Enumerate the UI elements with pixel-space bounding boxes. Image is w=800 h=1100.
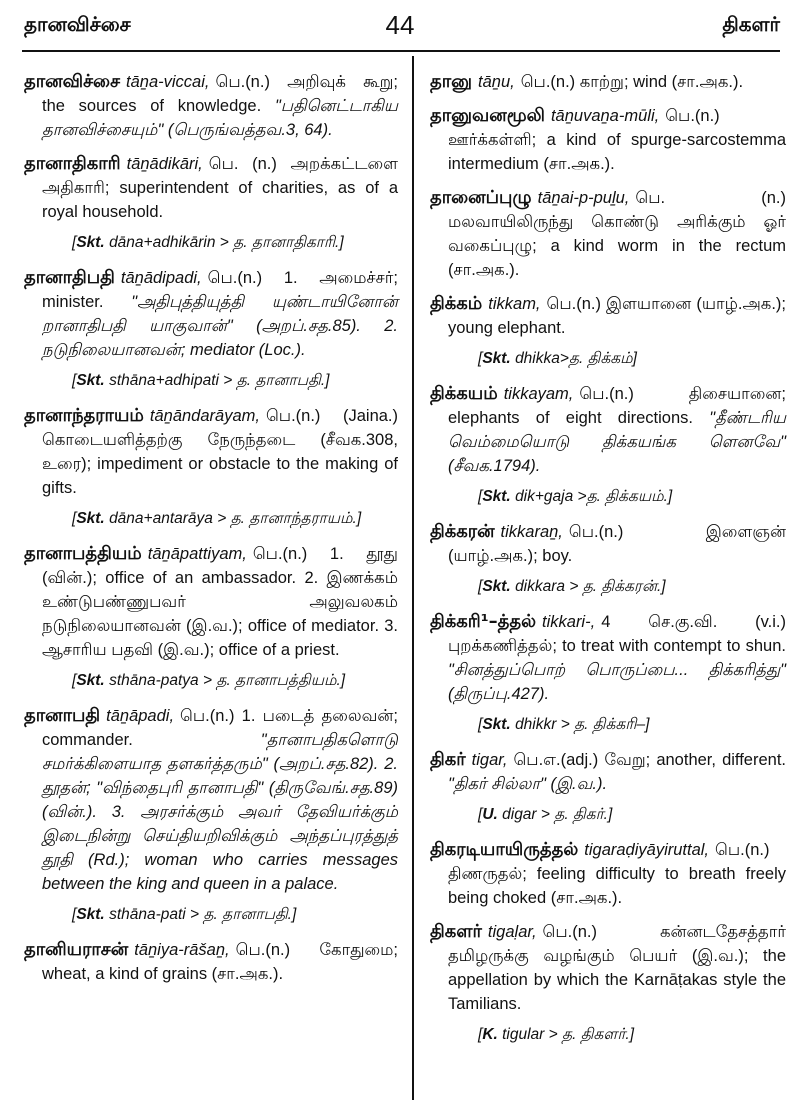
etymology-language: Skt. — [482, 578, 511, 595]
etymology-text: dhikkr > த. திக்கரி–] — [515, 716, 650, 733]
etymology-note: [Skt. dhikkr > த. திக்கரி–] — [478, 716, 650, 733]
dictionary-entry — [24, 938, 398, 986]
dictionary-entry — [430, 610, 786, 706]
etymology-note: [K. tigular > த. திகளர்.] — [478, 1026, 635, 1043]
entry-headword: தானுவனமூலி — [430, 105, 545, 126]
dictionary-entry — [24, 542, 398, 662]
header-right-word: திகளர் — [722, 12, 780, 36]
left-column — [24, 70, 398, 996]
dictionary-entry — [430, 838, 786, 910]
entry-transliteration: tāṉāndarāyam, — [149, 407, 260, 425]
entry-headword: தானாந்தராயம் — [24, 405, 144, 426]
etymology-language: U. — [482, 806, 498, 823]
entry-transliteration: tigaḷar, — [487, 923, 537, 941]
entry-citation: "தீண்டரிய வெம்மையொடு திக்கயங்க ளெனவே" (சீவக.1794). — [448, 409, 786, 475]
entry-transliteration: tāṉu, — [478, 73, 515, 91]
entry-headword: தானாதிபதி — [24, 267, 115, 288]
right-column — [430, 70, 786, 1058]
etymology-note: [Skt. dāna+antarāya > த. தானாந்தராயம்.] — [72, 510, 362, 527]
entry-transliteration: tikkari-, — [542, 613, 596, 631]
etymology-note: [U. digar > த. திகர்.] — [478, 806, 613, 823]
column-divider — [412, 56, 414, 1100]
entry-transliteration: tāṉādipadi, — [120, 269, 202, 287]
entry-headword: தானாதிகாரி — [24, 153, 121, 174]
etymology-text: dhikka>த. திக்கம்] — [515, 350, 637, 367]
etymology-text: dikkara > த. திக்கரன்.] — [515, 578, 666, 595]
etymology-language: Skt. — [76, 234, 105, 251]
entry-transliteration: tikkayam, — [503, 385, 574, 403]
entry-definition: பெ.(n.) இளைஞன் (யாழ்.அக.); boy. — [448, 523, 786, 565]
etymology-text: dāna+antarāya > த. தானாந்தராயம்.] — [109, 510, 362, 527]
dictionary-entry — [24, 404, 398, 500]
dictionary-entry — [24, 70, 398, 142]
entry-citation: "அதிபுத்தியுத்தி யுண்டாயினோன் றானாதிபதி யாகுவான்" (அறப்.சத.85). 2. நடுநிலையானவன்; mediator (Loc.). — [42, 293, 398, 359]
entry-definition: 4 செ.கு.வி. (v.i.) புறக்கணித்தல்; to treat with contempt to shun. — [448, 613, 786, 655]
entry-headword: திக்கரன் — [430, 521, 495, 542]
etymology-note: [Skt. sthāna-pati > த. தானாபதி.] — [72, 906, 297, 923]
entry-definition: பெ.(n.) திணருதல்; feeling difficulty to breath freely being choked (சா.அக.). — [448, 841, 786, 907]
entry-headword: தானாபத்தியம் — [24, 543, 142, 564]
etymology-text: sthāna-patya > த. தானாபத்தியம்.] — [109, 672, 346, 689]
entry-transliteration: tāṉāpadi, — [106, 707, 175, 725]
entry-transliteration: tāṉāpattiyam, — [147, 545, 247, 563]
entry-definition: பெ.(n.) திசையானை; elephants of eight directions. — [448, 385, 786, 427]
header-rule — [22, 50, 780, 52]
entry-headword: திகரடியாயிருத்தல் — [430, 839, 579, 860]
entry-definition: பெ.(n.) ஊர்க்கள்ளி; a kind of spurge-sarcostemma intermedium (சா.அக.). — [448, 107, 786, 173]
dictionary-entry — [430, 920, 786, 1016]
entry-headword: தானவிச்சை — [24, 71, 121, 92]
etymology-language: Skt. — [482, 350, 511, 367]
entry-transliteration: tāṉai-p-puḻu, — [537, 189, 630, 207]
entry-definition: பெ.(n.) 1. அமைச்சர்; minister. — [42, 269, 398, 311]
entry-definition: பெ.(n.) கோதுமை; wheat, a kind of grains (சா.அக.). — [42, 941, 398, 983]
entry-headword: திகளர் — [430, 921, 482, 942]
entry-citation: "திகர் சில்லா" (இ.வ.). — [448, 775, 608, 793]
entry-transliteration: tigaraḍiyāyiruttal, — [584, 841, 710, 859]
entry-transliteration: tāṉa-viccai, — [126, 73, 210, 91]
entry-definition: பெ.(n.) அறிவுக் கூறு; the sources of knowledge. — [42, 73, 398, 115]
entry-headword: திக்கம் — [430, 293, 483, 314]
entry-definition: பெ.(n.) 1. படைத் தலைவன்; commander. — [42, 707, 398, 749]
etymology-text: tigular > த. திகளர்.] — [502, 1026, 635, 1043]
dictionary-entry — [430, 520, 786, 568]
etymology-note: [Skt. dāna+adhikārin > த. தானாதிகாரி.] — [72, 234, 344, 251]
entry-headword: திக்கரி¹–த்தல் — [430, 611, 537, 632]
page-number: 44 — [385, 10, 415, 40]
entry-headword: திகர் — [430, 749, 466, 770]
entry-definition: பெ. (n.) அறக்கட்டளை அதிகாரி; superintendent of charities, as of a royal household. — [42, 155, 398, 221]
etymology-note: [Skt. dhikka>த. திக்கம்] — [478, 350, 637, 367]
entry-headword: தானியராசன் — [24, 939, 129, 960]
etymology-language: Skt. — [76, 372, 105, 389]
etymology-note: [Skt. sthāna-patya > த. தானாபத்தியம்.] — [72, 672, 346, 689]
etymology-text: sthāna-pati > த. தானாபதி.] — [109, 906, 297, 923]
etymology-language: Skt. — [76, 510, 105, 527]
etymology-language: Skt. — [482, 716, 511, 733]
entry-definition: பெ.(n.) 1. தூது (வின்.); office of an ambassador. 2. இணக்கம் உண்டுபண்ணுபவர் அலுவலகம் நடுநிலையானவன் (இ.வ.); office of mediator. 3. ஆசாரிய பதவி (இ.வ.); office of a priest. — [42, 545, 398, 659]
entry-headword: தானைப்புழு — [430, 187, 532, 208]
etymology-text: digar > த. திகர்.] — [502, 806, 613, 823]
entry-definition: பெ.(n.) காற்று; wind (சா.அக.). — [520, 73, 744, 91]
dictionary-entry — [430, 382, 786, 478]
entry-definition: பெ.(n.) இளயானை (யாழ்.அக.); young elephant. — [448, 295, 786, 337]
dictionary-entry — [430, 748, 786, 796]
entry-citation: "சினத்துப்பொற் பொருப்பை... திக்கரித்து" (திருப்பு.427). — [448, 661, 786, 703]
entry-transliteration: tāṉādikāri, — [126, 155, 203, 173]
entry-headword: தானு — [430, 71, 473, 92]
entry-definition: பெ.எ.(adj.) வேறு; another, different. — [513, 751, 786, 769]
etymology-note: [Skt. dik+gaja >த. திக்கயம்.] — [478, 488, 673, 505]
entry-citation: "தானாபதிகளொடு சமர்க்கிளையாத தளகர்த்தரும்" (அறப்.சத.82). 2. தூதன்; "விந்தைபுரி தானாபதி" (திருவேங்.சத.89) (வின்.). 3. அரசர்க்கும் அவர் தேவியர்க்கும் இடைநின்று செய்தியறிவிக்கும் அந்தப்புரத்துத் தூதி (Rd.); woman who carries messages between the king and queen in a palace. — [42, 731, 398, 893]
etymology-language: K. — [482, 1026, 498, 1043]
dictionary-entry — [430, 292, 786, 340]
etymology-note: [Skt. sthāna+adhipati > த. தானாபதி.] — [72, 372, 330, 389]
entry-transliteration: tāṉiya-rāšaṉ, — [134, 941, 230, 959]
entry-headword: தானாபதி — [24, 705, 101, 726]
page-header — [0, 0, 800, 58]
etymology-language: Skt. — [76, 672, 105, 689]
etymology-text: sthāna+adhipati > த. தானாபதி.] — [109, 372, 330, 389]
etymology-language: Skt. — [482, 488, 511, 505]
dictionary-entry — [430, 70, 786, 94]
dictionary-entry — [24, 152, 398, 224]
dictionary-entry — [430, 186, 786, 282]
entry-definition: பெ.(n.) (Jaina.) கொடையளித்தற்கு நேருந்தடை (சீவக.308, உரை); impediment or obstacle to the making of gifts. — [42, 407, 398, 497]
header-left-word: தானவிச்சை — [24, 12, 131, 36]
entry-definition: பெ.(n.) கன்னடதேசத்தார் தமிழருக்கு வழங்கும் பெயர் (இ.வ.); the appellation by which the Karnāṭakas style the Tamilians. — [448, 923, 786, 1013]
etymology-text: dāna+adhikārin > த. தானாதிகாரி.] — [109, 234, 344, 251]
entry-headword: திக்கயம் — [430, 383, 498, 404]
entry-transliteration: tāṉuvaṉa-mūli, — [550, 107, 660, 125]
etymology-note: [Skt. dikkara > த. திக்கரன்.] — [478, 578, 666, 595]
entry-transliteration: tikkaraṉ, — [500, 523, 563, 541]
entry-definition: பெ. (n.) மலவாயிலிருந்து கொண்டு அரிக்கும் ஓர் வகைப்புழு; a kind worm in the rectum (சா.அக.). — [448, 189, 786, 279]
dictionary-entry — [24, 704, 398, 896]
entry-transliteration: tikkam, — [488, 295, 541, 313]
dictionary-entry — [430, 104, 786, 176]
etymology-language: Skt. — [76, 906, 105, 923]
entry-transliteration: tigar, — [471, 751, 508, 769]
entry-citation: "பதினெட்டாகிய தானவிச்சையும்" (பெருங்வத்தவ.3, 64). — [42, 97, 398, 139]
dictionary-entry — [24, 266, 398, 362]
etymology-text: dik+gaja >த. திக்கயம்.] — [515, 488, 673, 505]
